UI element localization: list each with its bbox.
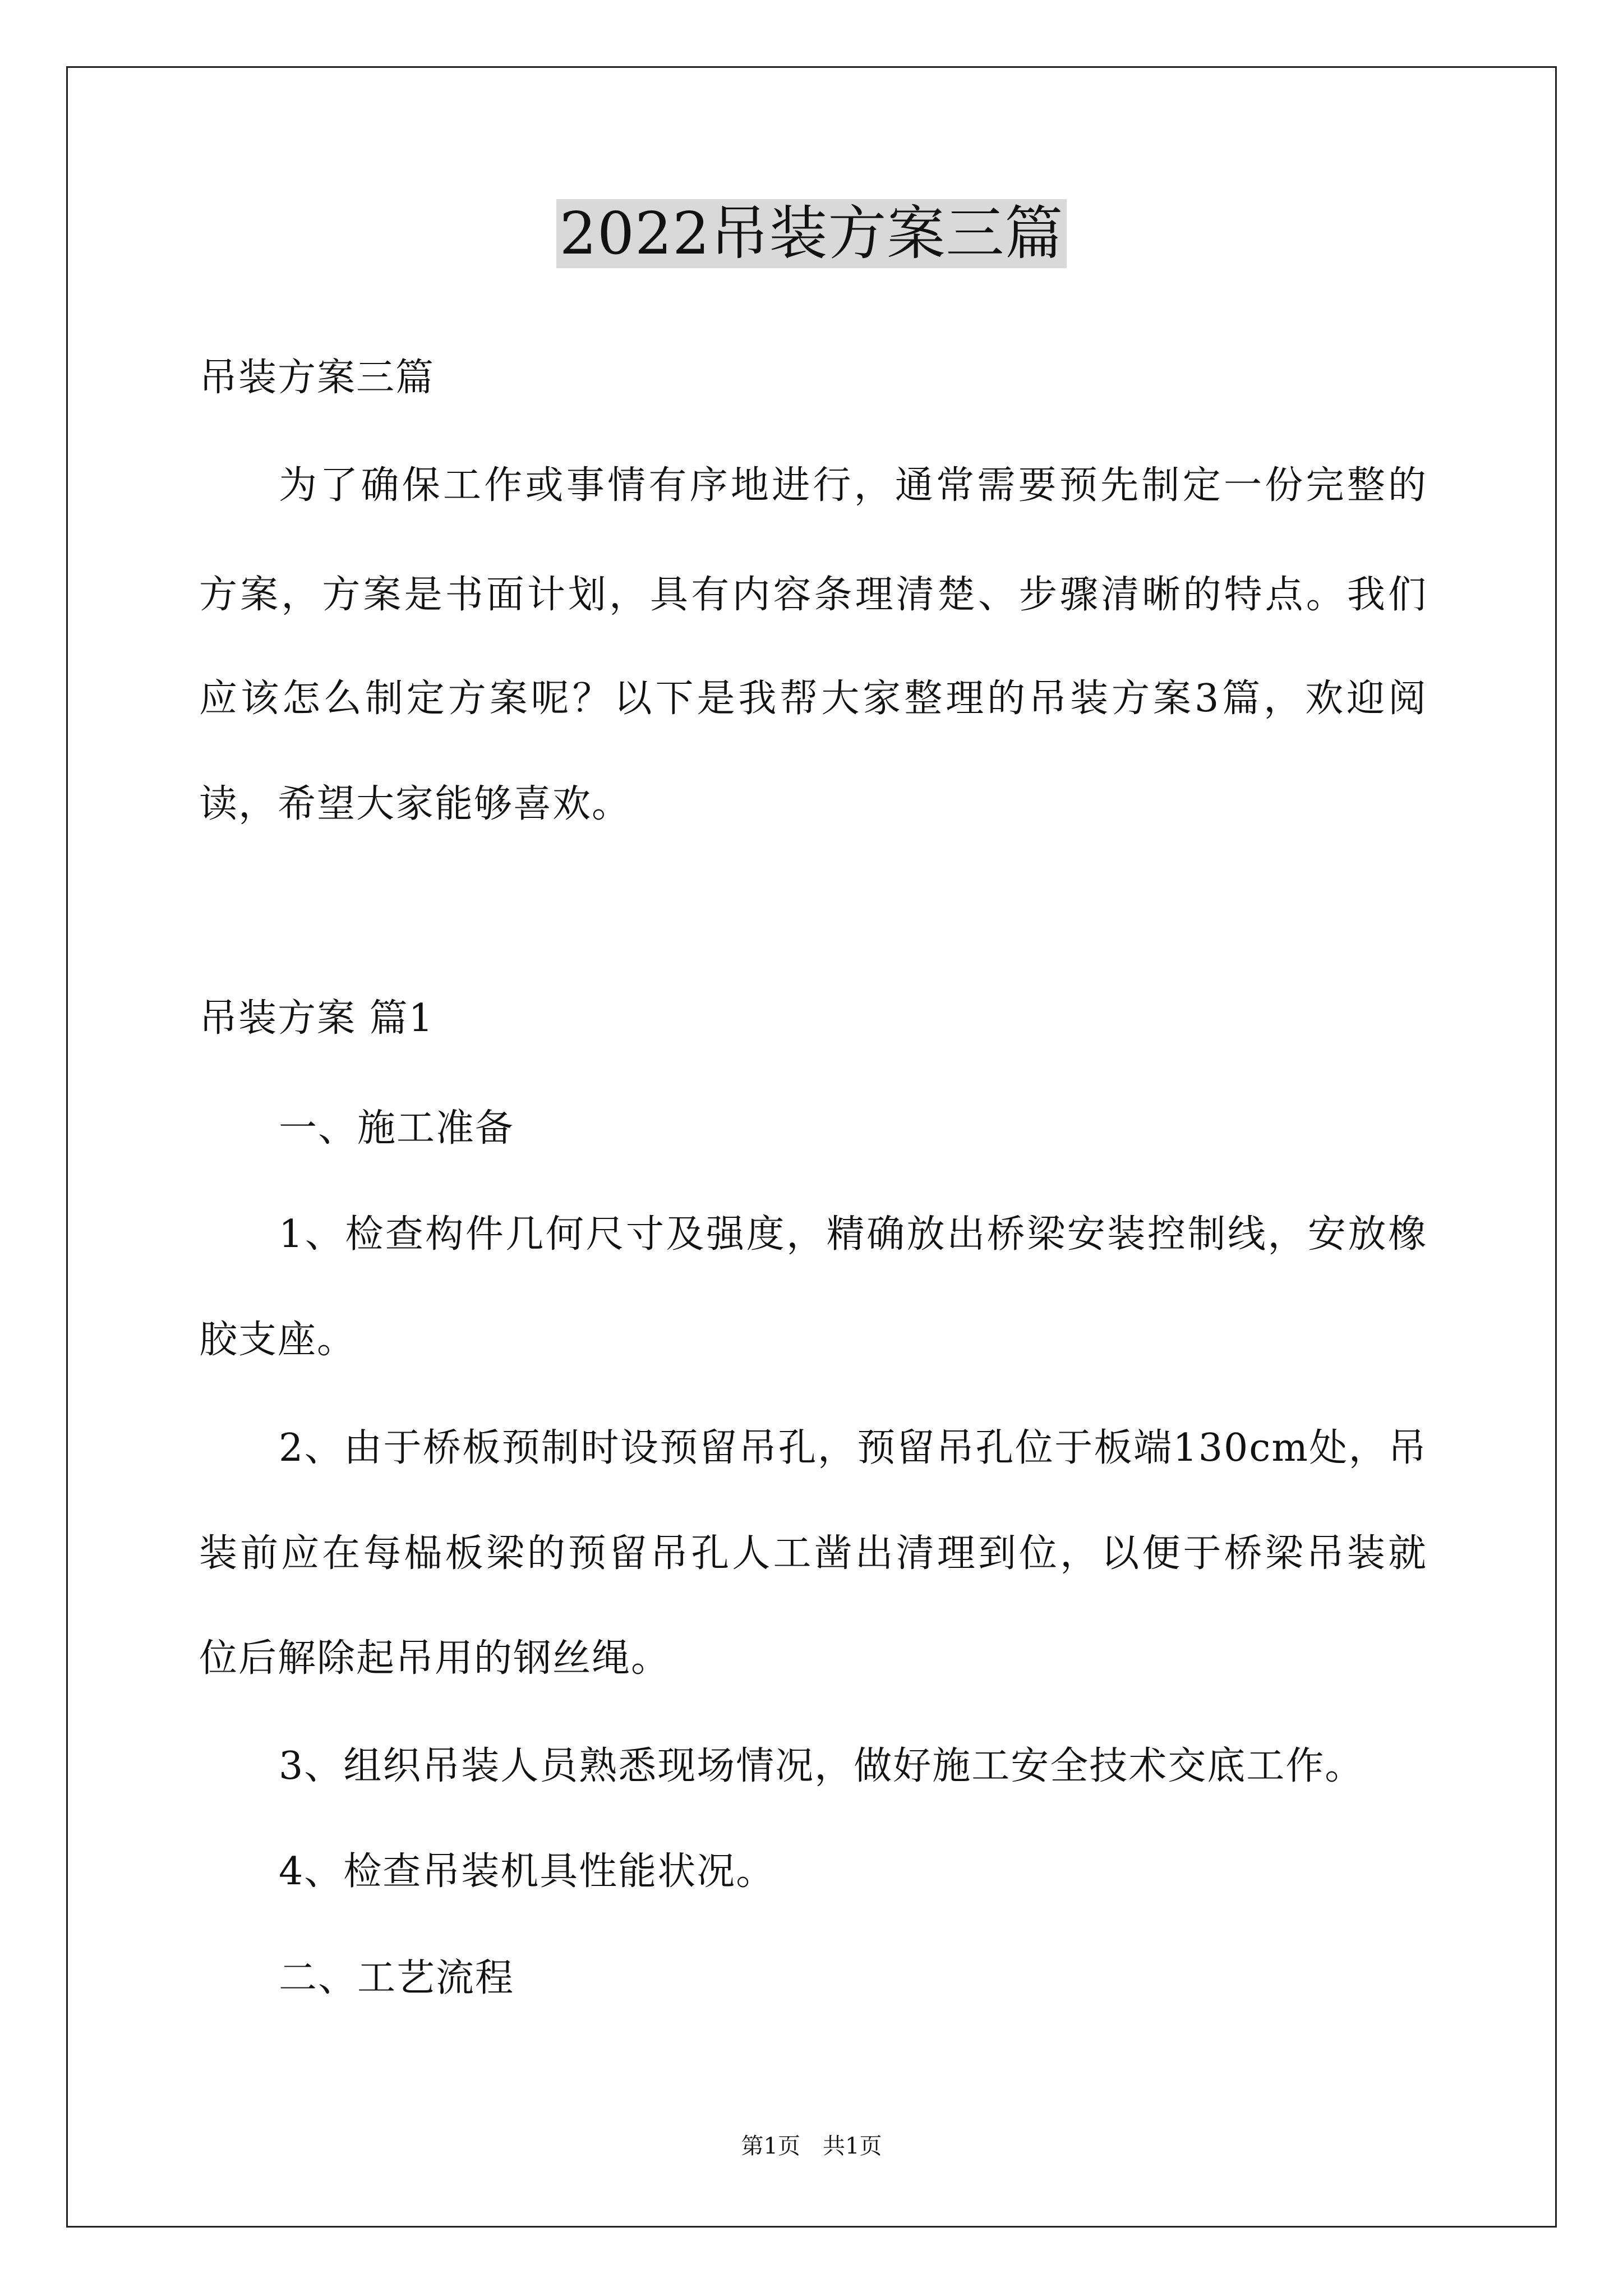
intro-line-4: 读，希望大家能够喜欢。 <box>199 782 631 826</box>
intro-line-1: 为了确保工作或事情有序地进行，通常需要预先制定一份完整的 <box>279 463 1427 508</box>
intro-line-3: 应该怎么制定方案呢？以下是我帮大家整理的吊装方案3篇，欢迎阅 <box>199 677 1427 721</box>
intro-line-2: 方案，方案是书面计划，具有内容条理清楚、步骤清晰的特点。我们 <box>199 573 1427 617</box>
item-2-line-3: 位后解除起吊用的钢丝绳。 <box>199 1636 671 1681</box>
item-3: 3、组织吊装人员熟悉现场情况，做好施工安全技术交底工作。 <box>279 1744 1364 1788</box>
item-1-line-1: 1、检查构件几何尺寸及强度，精确放出桥梁安装控制线，安放橡 <box>279 1212 1427 1257</box>
part-heading-1: 一、施工准备 <box>279 1106 515 1151</box>
item-1-line-2: 胶支座。 <box>199 1318 357 1362</box>
item-2-line-2: 装前应在每榀板梁的预留吊孔人工凿出清理到位，以便于桥梁吊装就 <box>199 1531 1427 1576</box>
item-4: 4、检查吊装机具性能状况。 <box>279 1849 776 1894</box>
section-heading: 吊装方案 篇1 <box>199 996 434 1041</box>
document-subtitle: 吊装方案三篇 <box>199 356 435 400</box>
part-heading-2: 二、工艺流程 <box>279 1956 515 2000</box>
document-title: 2022吊装方案三篇 <box>556 199 1067 268</box>
title-container <box>0 199 1623 268</box>
page-footer: 第1页 共1页 <box>741 2133 882 2159</box>
item-2-line-1: 2、由于桥板预制时设预留吊孔，预留吊孔位于板端130cm处，吊 <box>279 1426 1427 1470</box>
